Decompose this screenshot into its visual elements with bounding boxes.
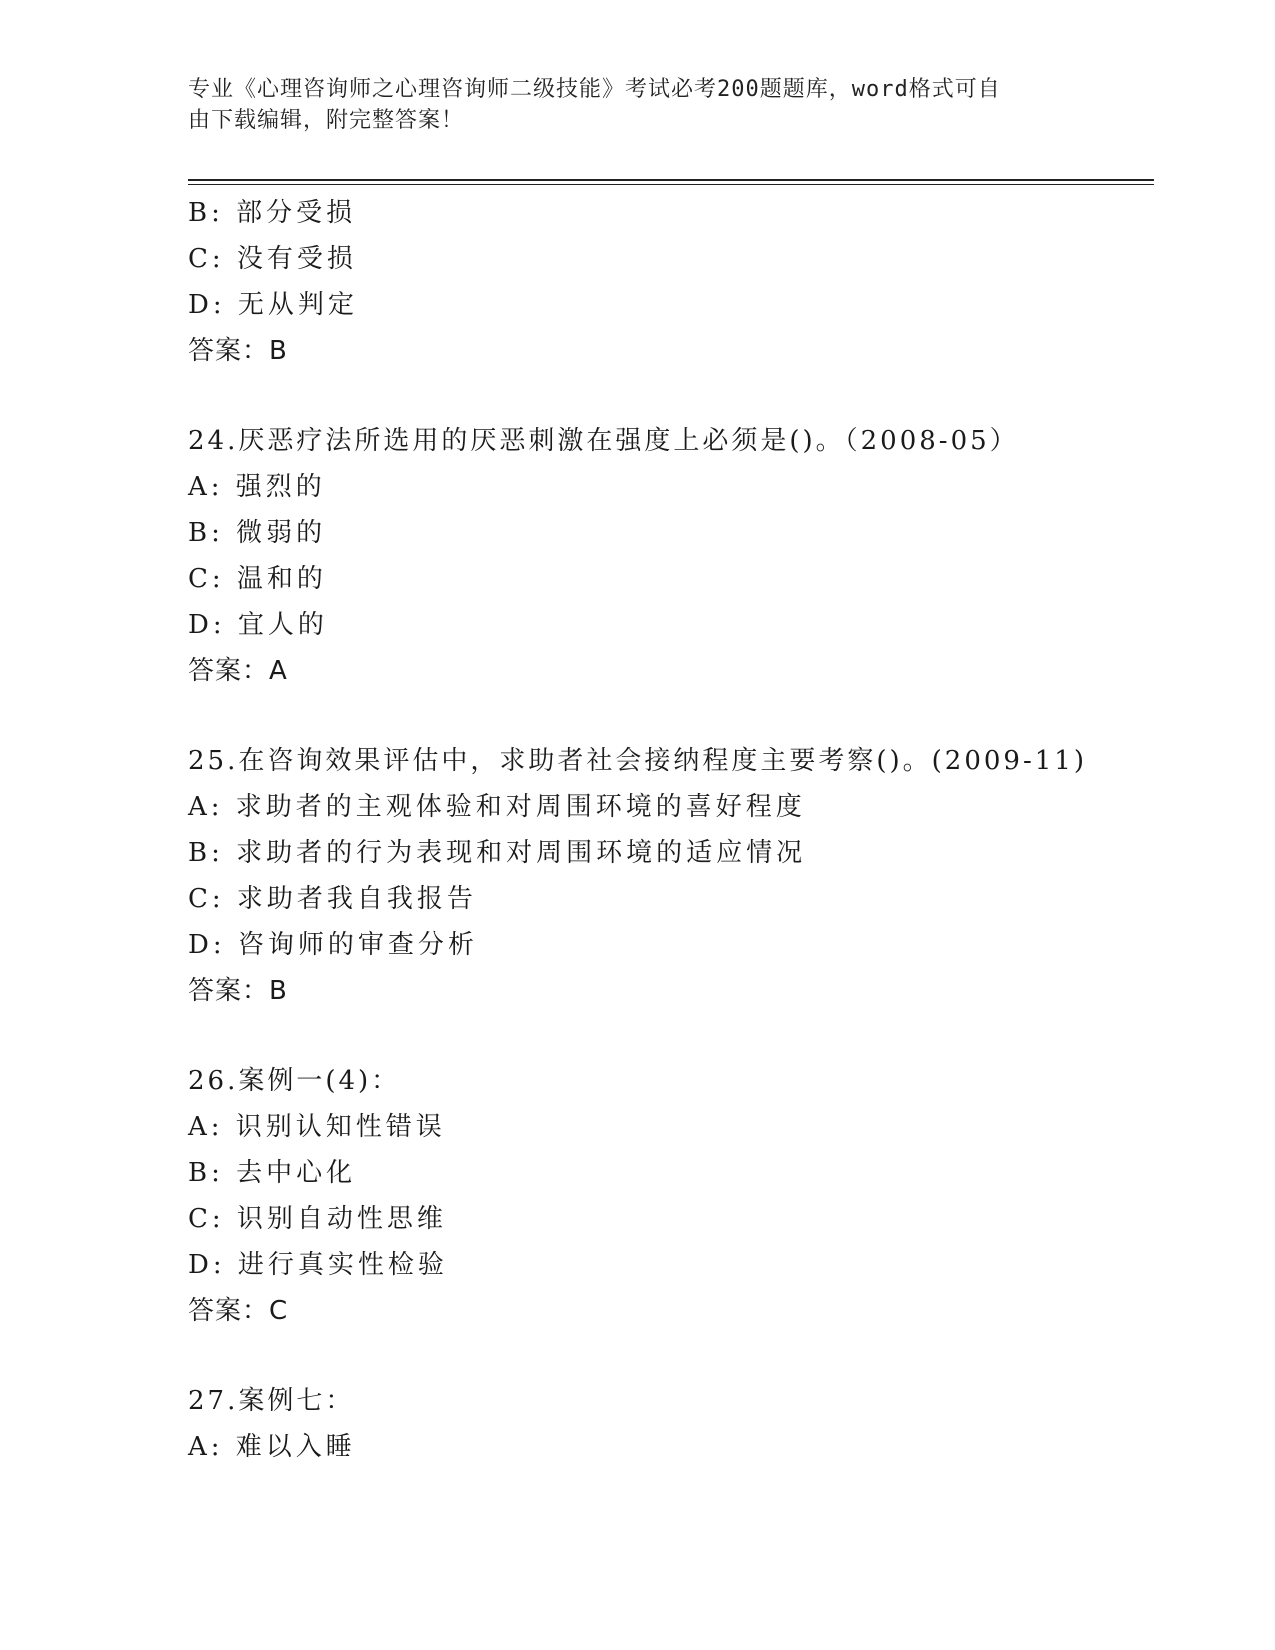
option-b: B: 部分受损: [188, 198, 357, 228]
question-title: 24.厌恶疗法所选用的厌恶刺激在强度上必须是()。（2008-05）: [188, 426, 1019, 456]
question-block-25: [188, 738, 1148, 1014]
header-line-1: 专业《心理咨询师之心理咨询师二级技能》考试必考200题题库，word格式可自: [188, 77, 1001, 102]
question-list: [188, 190, 1148, 1470]
question-block-26: [188, 1058, 1148, 1334]
option-d: D: 宜人的: [188, 610, 328, 640]
document-header: [188, 74, 1068, 136]
question-title: 25.在咨询效果评估中，求助者社会接纳程度主要考察()。(2009-11): [188, 746, 1087, 776]
option-d: D: 无从判定: [188, 290, 358, 320]
option-d: D: 进行真实性检验: [188, 1250, 448, 1280]
option-a: A: 强烈的: [188, 472, 326, 502]
header-line-2: 由下载编辑，附完整答案！: [188, 108, 465, 133]
question-block-prev: [188, 190, 1148, 374]
option-b: B: 微弱的: [188, 518, 327, 548]
option-a: A: 识别认知性错误: [188, 1112, 446, 1142]
option-b: B: 去中心化: [188, 1158, 357, 1188]
option-c: C: 求助者我自我报告: [188, 884, 477, 914]
option-b: B: 求助者的行为表现和对周围环境的适应情况: [188, 838, 807, 868]
option-d: D: 咨询师的审查分析: [188, 930, 478, 960]
header-rule-thick: [188, 179, 1154, 181]
header-rule-thin: [188, 184, 1154, 185]
answer-line: 答案：B: [188, 976, 288, 1006]
answer-line: 答案：B: [188, 336, 288, 366]
question-title: 27.案例七：: [188, 1386, 355, 1416]
question-block-27: [188, 1378, 1148, 1470]
option-a: A: 求助者的主观体验和对周围环境的喜好程度: [188, 792, 806, 822]
answer-line: 答案：C: [188, 1296, 289, 1326]
option-c: C: 识别自动性思维: [188, 1204, 447, 1234]
option-c: C: 温和的: [188, 564, 327, 594]
option-c: C: 没有受损: [188, 244, 357, 274]
answer-line: 答案：A: [188, 656, 288, 686]
question-title: 26.案例一(4)：: [188, 1066, 401, 1096]
option-a: A: 难以入睡: [188, 1432, 356, 1462]
question-block-24: [188, 418, 1148, 694]
